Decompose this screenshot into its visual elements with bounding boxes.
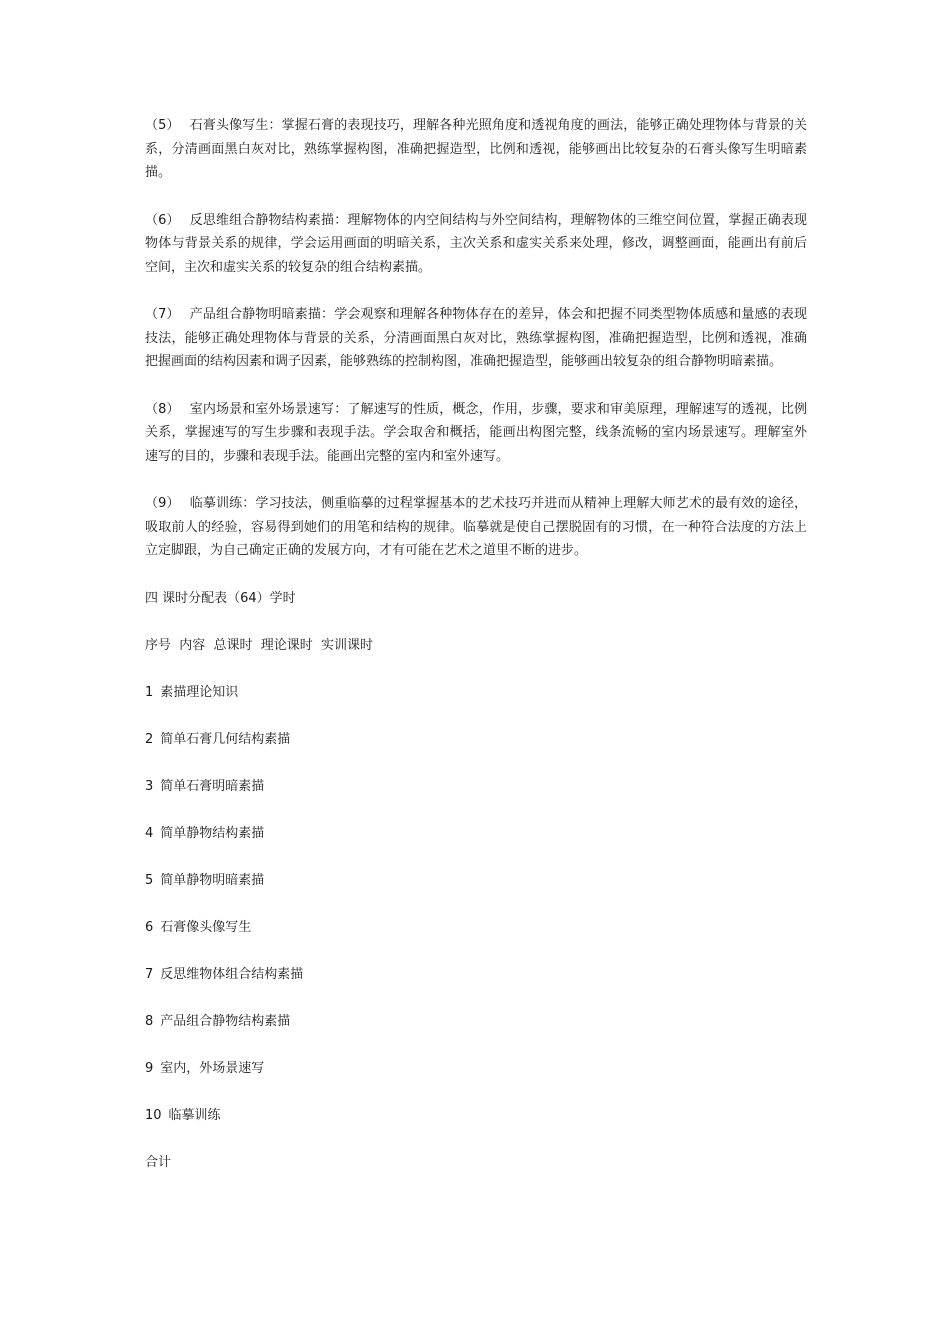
paragraph-6 xyxy=(145,209,807,280)
row-content: 室内，外场景速写 xyxy=(160,1060,265,1076)
row-index: 2 xyxy=(145,731,154,747)
table-row xyxy=(145,1010,807,1034)
row-index: 5 xyxy=(145,872,154,888)
table-header: 序号 内容 总课时 理论课时 实训课时 xyxy=(145,637,374,653)
paragraph-number: （5） xyxy=(145,118,180,133)
table-row xyxy=(145,728,807,752)
total-row: 合计 xyxy=(145,1154,172,1170)
table-row xyxy=(145,681,807,705)
table-row xyxy=(145,963,807,987)
paragraph-5 xyxy=(145,114,807,185)
row-index: 3 xyxy=(145,778,154,794)
paragraph-text: 产品组合静物明暗素描：学会观察和理解各种物体存在的差异，体会和把握不同类型物体质感和量感的表现技法，能够正确处理物体与背景的关系，分清画面黑白灰对比，熟练掌握构图，准确把握造型，比例和透视，准确把握画面的结构因素和调子因素，能够熟练的控制构图，准确把握造型，能够画出较复杂的组合静物明暗素描。 xyxy=(145,307,807,369)
table-row xyxy=(145,869,807,893)
row-content: 产品组合静物结构素描 xyxy=(160,1013,291,1029)
row-content: 简单静物结构素描 xyxy=(160,825,265,841)
paragraph-text: 反思维组合静物结构素描：理解物体的内空间结构与外空间结构，理解物体的三维空间位置，掌握正确表现物体与背景关系的规律，学会运用画面的明暗关系，主次关系和虚实关系来处理，修改，调整画面，能画出有前后空间，主次和虚实关系的较复杂的组合结构素描。 xyxy=(145,212,807,275)
paragraph-text: 临摹训练：学习技法，侧重临摹的过程掌握基本的艺术技巧并进而从精神上理解大师艺术的最有效的途径，吸取前人的经验，容易得到她们的用笔和结构的规律。临摹就是使自己摆脱固有的习惯，在一种符合法度的方法上立定脚跟，为自己确定正确的发展方向，才有可能在艺术之道里不断的进步。 xyxy=(145,496,807,558)
row-content: 石膏像头像写生 xyxy=(160,919,252,935)
document-page xyxy=(145,114,807,1198)
row-index: 6 xyxy=(145,919,154,935)
table-row xyxy=(145,822,807,846)
section-title: 四 课时分配表（64）学时 xyxy=(145,590,296,606)
row-content: 临摹训练 xyxy=(168,1107,221,1123)
row-index: 7 xyxy=(145,966,154,982)
row-content: 简单石膏几何结构素描 xyxy=(160,731,291,747)
row-index: 1 xyxy=(145,684,154,700)
table-row xyxy=(145,1057,807,1081)
paragraph-7 xyxy=(145,303,807,374)
row-index: 4 xyxy=(145,825,154,841)
paragraph-number: （6） xyxy=(145,212,180,228)
paragraph-number: （7） xyxy=(145,307,180,322)
table-row xyxy=(145,916,807,940)
row-content: 简单石膏明暗素描 xyxy=(160,778,265,794)
paragraph-9 xyxy=(145,492,807,563)
paragraph-8 xyxy=(145,398,807,469)
paragraph-text: 室内场景和室外场景速写：了解速写的性质，概念，作用，步骤，要求和审美原理，理解速写的透视，比例关系，掌握速写的写生步骤和表现手法。学会取舍和概括，能画出构图完整，线条流畅的室内场景速写。理解室外速写的目的，步骤和表现手法。能画出完整的室内和室外速写。 xyxy=(145,401,807,464)
paragraph-number: （9） xyxy=(145,496,180,511)
row-content: 简单静物明暗素描 xyxy=(160,872,265,888)
row-index: 8 xyxy=(145,1013,154,1029)
row-index: 9 xyxy=(145,1060,154,1076)
paragraph-text: 石膏头像写生：掌握石膏的表现技巧，理解各种光照角度和透视角度的画法，能够正确处理物体与背景的关系，分清画面黑白灰对比，熟练掌握构图，准确把握造型，比例和透视，能够画出比较复杂的石膏头像写生明暗素描。 xyxy=(145,118,807,180)
row-index: 10 xyxy=(145,1107,162,1123)
table-row xyxy=(145,1104,807,1128)
table-row xyxy=(145,775,807,799)
row-content: 反思维物体组合结构素描 xyxy=(160,966,304,982)
row-content: 素描理论知识 xyxy=(160,684,239,700)
paragraph-number: （8） xyxy=(145,401,180,417)
